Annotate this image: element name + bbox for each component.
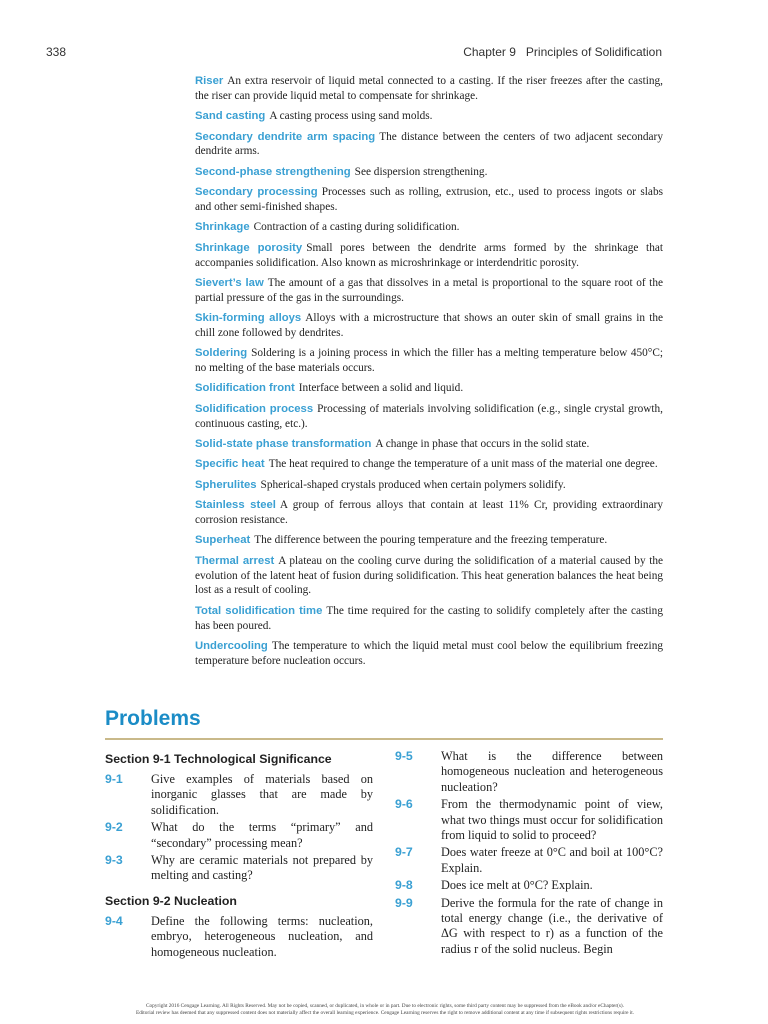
- glossary-definition: Spherical-shaped crystals produced when certain polymers solidify.: [260, 478, 566, 491]
- page-number: 338: [46, 45, 67, 59]
- problems-title: Problems: [105, 707, 201, 730]
- glossary-term: Solidification process: [195, 402, 314, 415]
- problem-item: [395, 896, 663, 958]
- glossary-term: Shrinkage porosity: [195, 241, 303, 254]
- glossary-term: Riser: [195, 75, 224, 87]
- glossary-term: Undercooling: [195, 639, 268, 652]
- glossary-term: Spherulites: [195, 478, 257, 491]
- problem-item: [395, 878, 663, 893]
- problem-text: Give examples of materials based on inorganic glasses that are made by solidification.: [151, 772, 373, 817]
- glossary-entry: [195, 437, 663, 452]
- problem-item: [395, 797, 663, 843]
- glossary-entry: [195, 241, 663, 271]
- chapter-label: Chapter 9: [463, 45, 516, 59]
- glossary-term: Sievert’s law: [195, 276, 264, 289]
- problem-text: What is the difference between homogeneous nucleation and heterogeneous nucleation?: [441, 749, 663, 794]
- problem-text: Does ice melt at 0°C? Explain.: [441, 878, 593, 893]
- glossary-entry: [195, 554, 663, 598]
- glossary-definition: A group of ferrous alloys that contain at least 11% Cr, providing extraordinary corrosion resistance.: [195, 499, 663, 527]
- glossary-term: Stainless steel: [195, 499, 276, 512]
- problem-text: What do the terms “primary” and “secondary” processing mean?: [151, 820, 373, 850]
- glossary-term: Solidification front: [195, 382, 295, 395]
- problem-number: 9-2: [105, 820, 123, 835]
- problem-number: 9-5: [395, 749, 413, 763]
- glossary-definition: Contraction of a casting during solidification.: [253, 221, 460, 234]
- glossary-term: Total solidification time: [195, 604, 323, 617]
- running-header: [463, 45, 662, 59]
- section-heading: Section 9-1 Technological Significance: [105, 752, 332, 766]
- glossary-entry: [195, 457, 663, 472]
- glossary-entry: [195, 478, 663, 493]
- footer-line: Editorial review has deemed that any suppressed content does not materially affect the overall learning experience. Cengage Learning reserves the right to remove additional content at any time if subsequent rights restrictions require it.: [135, 1010, 635, 1016]
- footer-line: Copyright 2016 Cengage Learning. All Rights Reserved. May not be copied, scanned, or duplicated, in whole or in part. Due to electronic rights, some third party content may be suppressed from the eBook and/or eChapter(s).: [145, 1003, 625, 1009]
- glossary-term: Solid-state phase transformation: [195, 438, 372, 451]
- problems-right-column: [395, 749, 663, 959]
- glossary-definition: Small pores between the dendrite arms formed by the shrinkage that accompanies solidification. Also known as microshrinkage or interdendritic porosity.: [195, 241, 663, 269]
- problem-item: [395, 845, 663, 876]
- glossary-entry: [195, 533, 663, 548]
- problem-text: Derive the formula for the rate of change in total energy change (i.e., the derivative of ΔG with respect to r) as a function of the radius r of the solid nucleus. Begin: [441, 895, 663, 956]
- problem-text: From the thermodynamic point of view, what two things must occur for solidification from liquid to solid to proceed?: [441, 797, 663, 843]
- glossary-definition: A plateau on the cooling curve during the solidification of a material caused by the evolution of the latent heat of fusion during solidification. This heat generation balances the heat being lost as a result of cooling.: [195, 554, 663, 597]
- problem-item: [105, 914, 373, 960]
- problem-item: [105, 772, 373, 818]
- glossary-definition: Processes such as rolling, extrusion, etc., used to process ingots or slabs and other semi-finished shapes.: [195, 186, 663, 213]
- problem-number: 9-7: [395, 845, 413, 860]
- glossary-entry: [195, 346, 663, 376]
- problem-number: 9-9: [395, 895, 413, 910]
- glossary-definition: See dispersion strengthening.: [354, 165, 488, 178]
- chapter-title: Principles of Solidification: [525, 45, 662, 59]
- glossary-definition: A change in phase that occurs in the solid state.: [375, 438, 590, 451]
- glossary-definition: The heat required to change the temperature of a unit mass of the material one degree.: [268, 458, 658, 471]
- glossary-term: Soldering: [195, 347, 248, 360]
- glossary-definition: The difference between the pouring temperature and the freezing temperature.: [254, 534, 608, 547]
- glossary-definition: The distance between the centers of two adjacent secondary dendrite arms.: [195, 130, 663, 158]
- glossary-entry: [195, 604, 663, 634]
- glossary-definition: The time required for the casting to solidify completely after the casting has been poured.: [195, 604, 663, 632]
- glossary-entry: [195, 220, 663, 235]
- glossary-term: Secondary processing: [195, 186, 318, 199]
- problem-text: Why are ceramic materials not prepared by melting and casting?: [151, 853, 373, 883]
- glossary-entry: [195, 639, 663, 669]
- section-heading: Section 9-2 Nucleation: [105, 893, 237, 908]
- problem-number: 9-8: [395, 878, 413, 893]
- glossary-term: Specific heat: [195, 458, 265, 471]
- glossary-term: Secondary dendrite arm spacing: [195, 130, 376, 143]
- glossary-entry: [195, 109, 663, 124]
- glossary-term: Skin-forming alloys: [195, 312, 302, 325]
- glossary-term: Sand casting: [195, 110, 266, 123]
- glossary-definition: An extra reservoir of liquid metal connected to a casting. If the riser freezes after the casting, the riser can provide liquid metal to compensate for shrinkage.: [195, 75, 663, 102]
- problem-number: 9-4: [105, 913, 123, 928]
- glossary-definition: The amount of a gas that dissolves in a metal is proportional to the square root of the partial pressure of the gas in the surroundings.: [195, 276, 663, 304]
- problem-item: [105, 820, 373, 851]
- problem-number: 9-6: [395, 797, 413, 812]
- glossary-definition: Interface between a solid and liquid.: [298, 382, 464, 395]
- copyright-footer: [60, 1003, 710, 1017]
- glossary-entry: [195, 185, 663, 215]
- glossary-entry: [195, 276, 663, 306]
- problem-number: 9-3: [105, 853, 123, 868]
- glossary-term: Second-phase strengthening: [195, 165, 351, 178]
- glossary-definition: Soldering is a joining process in which the filler has a melting temperature below 450°C; no melting of the base materials occurs.: [195, 347, 663, 375]
- problem-item: [395, 749, 663, 795]
- glossary-definition: The temperature to which the liquid metal must cool below the equilibrium freezing temperature before nucleation occurs.: [195, 639, 663, 667]
- problem-number: 9-1: [105, 772, 123, 786]
- glossary-entry: [195, 74, 663, 104]
- problem-item: [105, 853, 373, 884]
- glossary-entry: [195, 130, 663, 160]
- glossary-term: Thermal arrest: [195, 554, 275, 567]
- glossary-entry: [195, 311, 663, 341]
- glossary-term: Shrinkage: [195, 221, 250, 234]
- problem-text: Define the following terms: nucleation, embryo, heterogeneous nucleation, and homogeneous nucleation.: [151, 913, 373, 959]
- glossary-entry: [195, 165, 663, 180]
- glossary-definition: Alloys with a microstructure that shows an outer skin of small grains in the chill zone followed by dendrites.: [195, 312, 663, 339]
- glossary-list: [195, 74, 663, 674]
- glossary-entry: [195, 381, 663, 396]
- problem-text: Does water freeze at 0°C and boil at 100°C? Explain.: [441, 845, 663, 875]
- glossary-definition: A casting process using sand molds.: [269, 110, 433, 123]
- glossary-entry: [195, 402, 663, 432]
- glossary-definition: Processing of materials involving solidification (e.g., single crystal growth, continuous casting, etc.).: [195, 402, 664, 430]
- glossary-term: Superheat: [195, 534, 251, 547]
- glossary-entry: [195, 498, 663, 528]
- problems-left-column: [105, 749, 373, 962]
- problems-divider: [105, 738, 663, 740]
